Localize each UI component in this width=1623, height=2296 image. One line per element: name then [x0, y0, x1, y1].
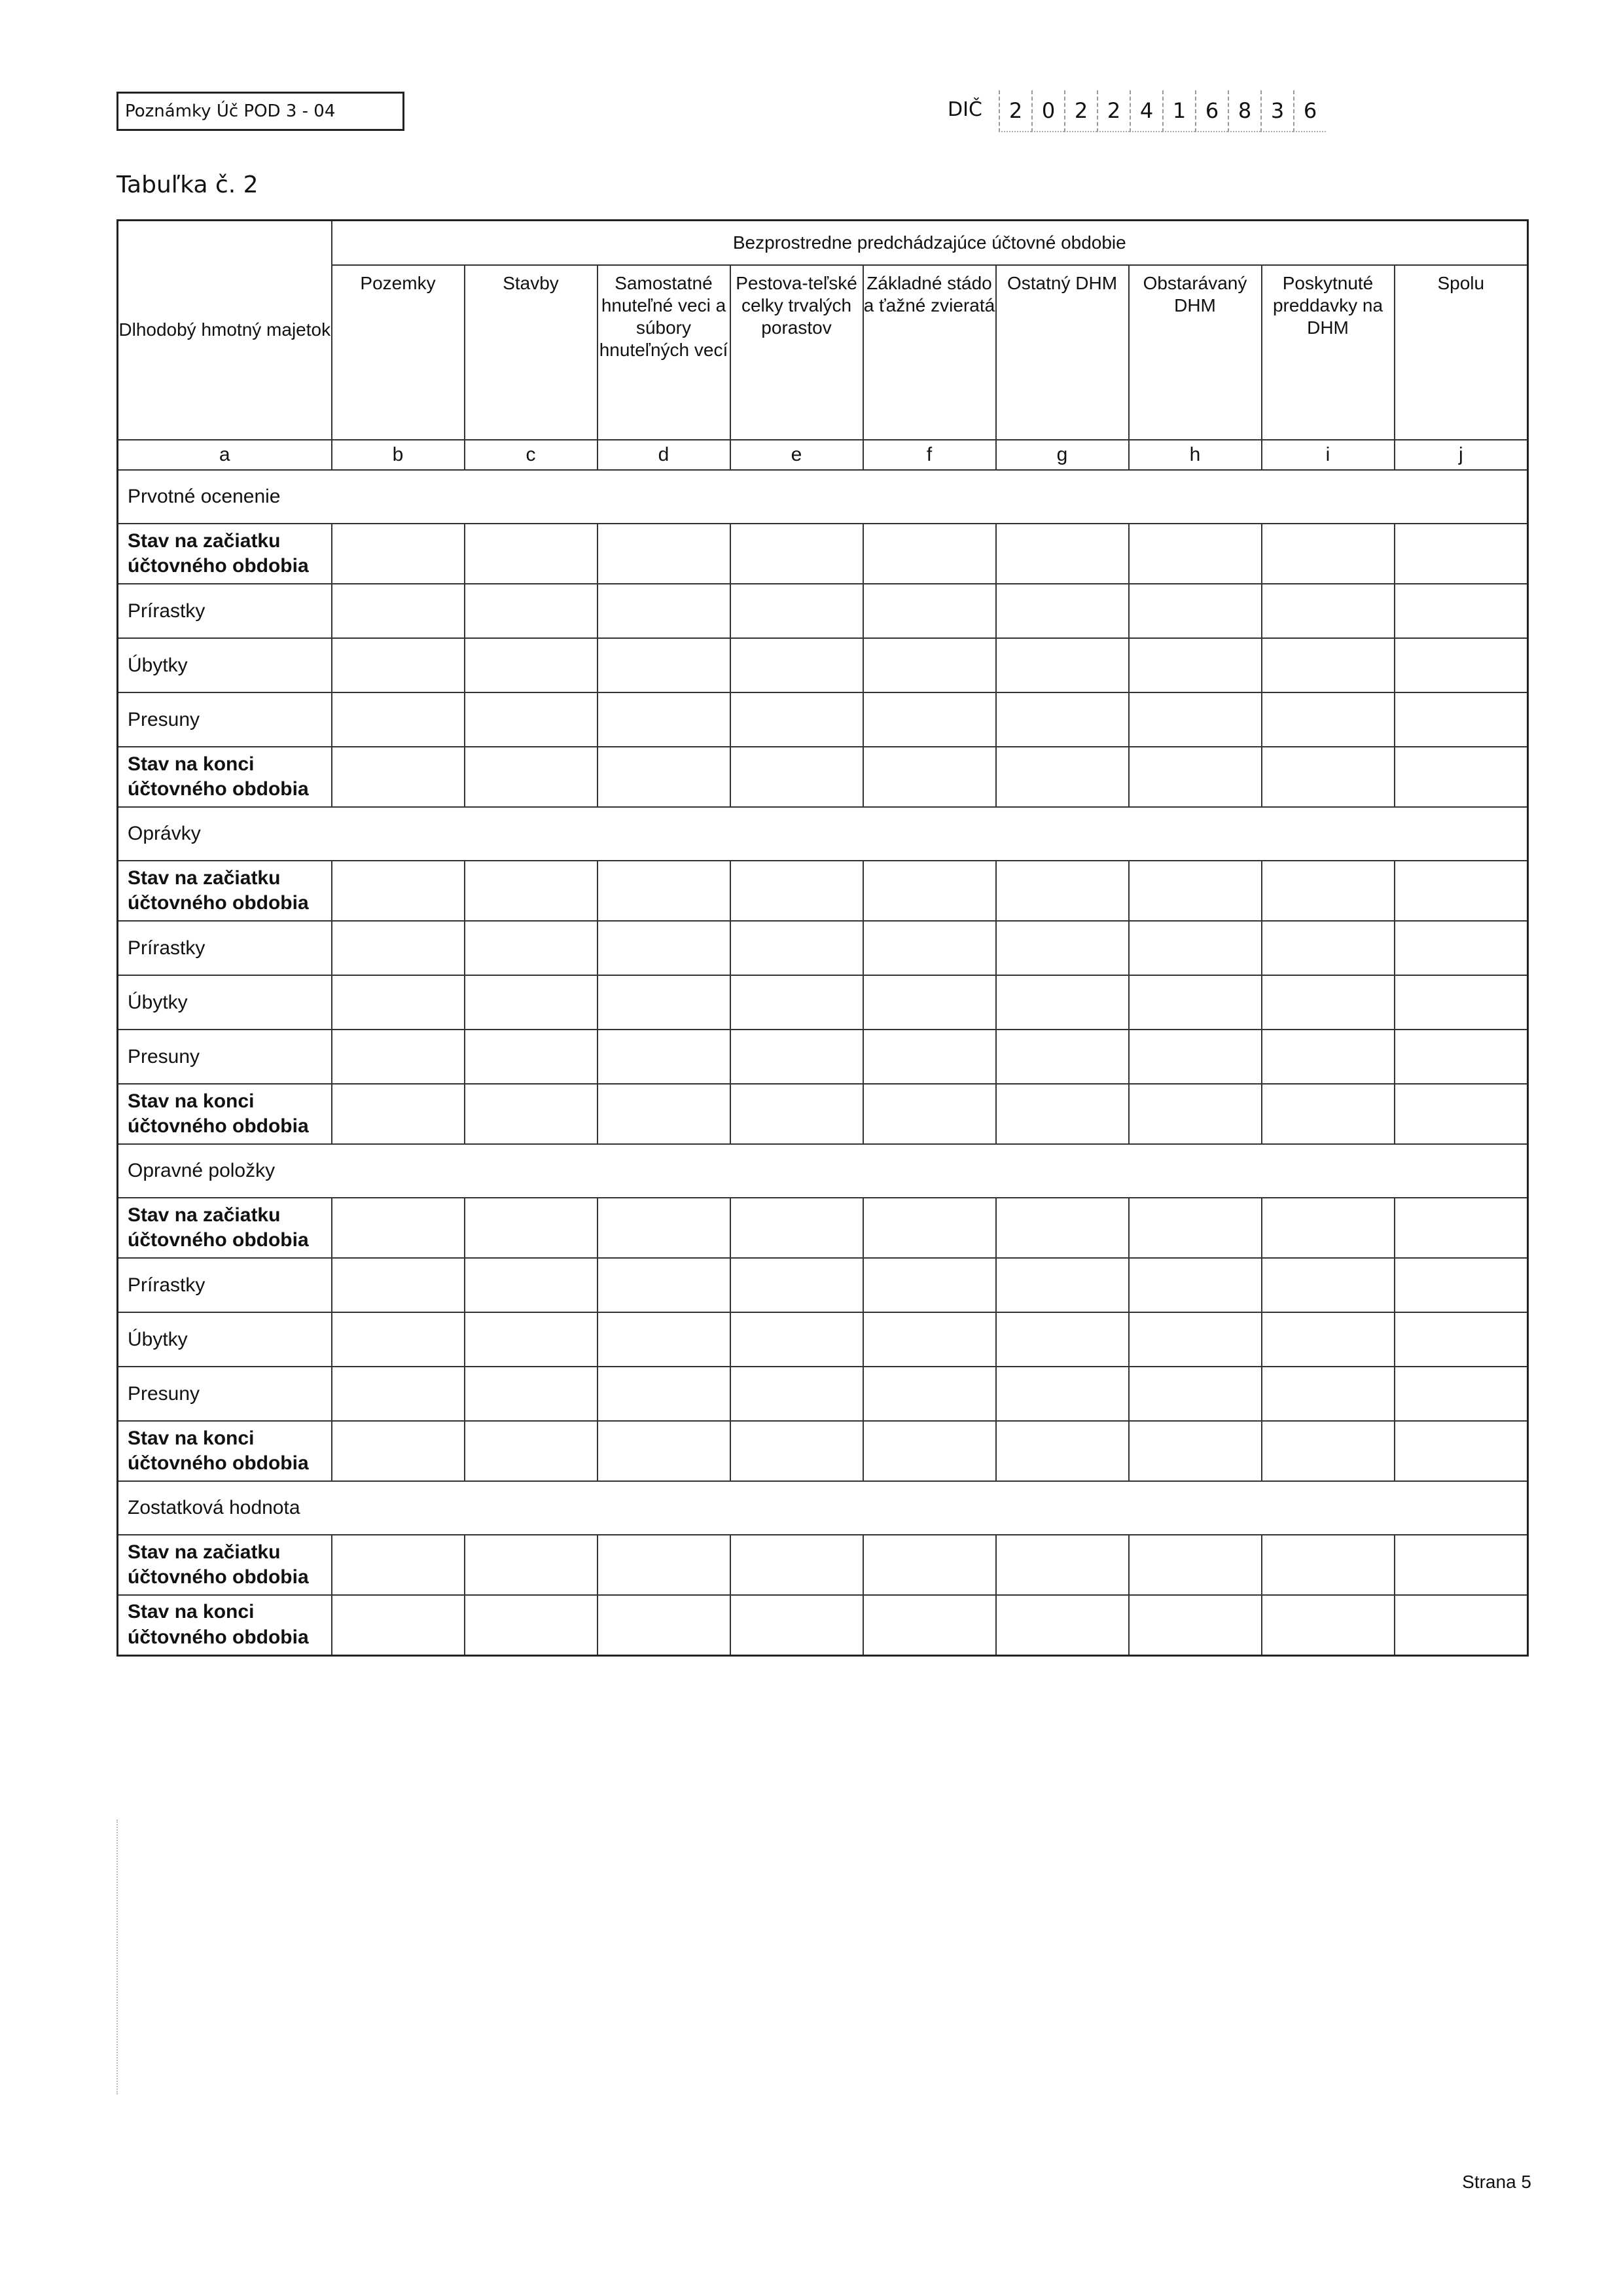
dic-digits: [999, 90, 1326, 132]
value-cell[interactable]: [1262, 1312, 1395, 1367]
value-cell[interactable]: [996, 1084, 1129, 1144]
value-cell[interactable]: [597, 524, 730, 584]
column-letter: d: [597, 440, 730, 470]
value-cell[interactable]: [863, 1595, 996, 1655]
value-cell[interactable]: [730, 1198, 863, 1258]
column-letter: g: [996, 440, 1129, 470]
value-cell[interactable]: [996, 1258, 1129, 1312]
value-cell[interactable]: [465, 1084, 597, 1144]
margin-dots: [116, 1820, 119, 2094]
value-cell[interactable]: [332, 638, 465, 692]
table-row: [118, 692, 1528, 747]
section-row: [118, 470, 1528, 524]
value-cell[interactable]: [996, 584, 1129, 638]
value-cell[interactable]: [1262, 638, 1395, 692]
value-cell[interactable]: [1395, 1084, 1528, 1144]
row-label: Stav na konci účtovného obdobia: [118, 747, 332, 807]
column-header: Ostatný DHM: [996, 265, 1129, 440]
value-cell[interactable]: [1129, 692, 1262, 747]
value-cell[interactable]: [465, 1421, 597, 1481]
row-label: Stav na začiatku účtovného obdobia: [118, 1198, 332, 1258]
value-cell[interactable]: [465, 1595, 597, 1655]
value-cell[interactable]: [863, 921, 996, 975]
value-cell[interactable]: [332, 1367, 465, 1421]
value-cell[interactable]: [465, 638, 597, 692]
table-row: [118, 1084, 1528, 1144]
section-title: Opravné položky: [118, 1144, 1528, 1198]
value-cell[interactable]: [1262, 921, 1395, 975]
value-cell[interactable]: [1129, 1367, 1262, 1421]
dic-digit: 2: [1064, 90, 1097, 132]
value-cell[interactable]: [465, 861, 597, 921]
value-cell[interactable]: [597, 1312, 730, 1367]
section-row: [118, 1481, 1528, 1535]
value-cell[interactable]: [863, 747, 996, 807]
section-title: Oprávky: [118, 807, 1528, 861]
value-cell[interactable]: [597, 975, 730, 1030]
column-header: Stavby: [465, 265, 597, 440]
table-row: [118, 1421, 1528, 1481]
row-label: Prírastky: [118, 921, 332, 975]
table-title: Tabuľka č. 2: [116, 171, 259, 198]
value-cell[interactable]: [1262, 747, 1395, 807]
value-cell[interactable]: [1129, 1595, 1262, 1655]
value-cell[interactable]: [332, 584, 465, 638]
value-cell[interactable]: [465, 1258, 597, 1312]
value-cell[interactable]: [1395, 692, 1528, 747]
value-cell[interactable]: [1262, 1030, 1395, 1084]
row-label: Stav na konci účtovného obdobia: [118, 1084, 332, 1144]
row-label: Úbytky: [118, 638, 332, 692]
value-cell[interactable]: [1395, 584, 1528, 638]
value-cell[interactable]: [465, 1367, 597, 1421]
value-cell[interactable]: [1129, 638, 1262, 692]
table-row: [118, 1367, 1528, 1421]
column-letter: f: [863, 440, 996, 470]
value-cell[interactable]: [465, 1312, 597, 1367]
value-cell[interactable]: [597, 747, 730, 807]
row-label: Presuny: [118, 692, 332, 747]
value-cell[interactable]: [730, 584, 863, 638]
section-row: [118, 807, 1528, 861]
value-cell[interactable]: [465, 524, 597, 584]
column-letter: j: [1395, 440, 1528, 470]
value-cell[interactable]: [597, 1367, 730, 1421]
asset-table: [116, 219, 1529, 1657]
page-number: Strana 5: [1462, 2172, 1531, 2192]
value-cell[interactable]: [1262, 1367, 1395, 1421]
value-cell[interactable]: [730, 747, 863, 807]
dic-label: DIČ: [948, 98, 982, 121]
value-cell[interactable]: [465, 1535, 597, 1595]
value-cell[interactable]: [465, 1030, 597, 1084]
value-cell[interactable]: [1262, 584, 1395, 638]
value-cell[interactable]: [1262, 1084, 1395, 1144]
table-row: [118, 1258, 1528, 1312]
value-cell[interactable]: [1129, 747, 1262, 807]
value-cell[interactable]: [1395, 1030, 1528, 1084]
value-cell[interactable]: [996, 524, 1129, 584]
value-cell[interactable]: [730, 921, 863, 975]
column-header: Pozemky: [332, 265, 465, 440]
value-cell[interactable]: [863, 1258, 996, 1312]
table-row: [118, 1312, 1528, 1367]
column-header: Spolu: [1395, 265, 1528, 440]
value-cell[interactable]: [730, 1367, 863, 1421]
value-cell[interactable]: [1395, 1595, 1528, 1655]
value-cell[interactable]: [1129, 975, 1262, 1030]
value-cell[interactable]: [1395, 1312, 1528, 1367]
value-cell[interactable]: [597, 1030, 730, 1084]
column-letter: e: [730, 440, 863, 470]
value-cell[interactable]: [863, 638, 996, 692]
value-cell[interactable]: [1262, 1198, 1395, 1258]
value-cell[interactable]: [597, 1198, 730, 1258]
value-cell[interactable]: [996, 1367, 1129, 1421]
value-cell[interactable]: [730, 1535, 863, 1595]
value-cell[interactable]: [863, 524, 996, 584]
dic-digit: 8: [1228, 90, 1260, 132]
value-cell[interactable]: [863, 1312, 996, 1367]
column-header: Základné stádo a ťažné zvieratá: [863, 265, 996, 440]
value-cell[interactable]: [1395, 638, 1528, 692]
value-cell[interactable]: [465, 584, 597, 638]
value-cell[interactable]: [1129, 1030, 1262, 1084]
dic-digit: 2: [1097, 90, 1130, 132]
value-cell[interactable]: [332, 1258, 465, 1312]
value-cell[interactable]: [465, 975, 597, 1030]
value-cell[interactable]: [597, 1258, 730, 1312]
value-cell[interactable]: [1129, 861, 1262, 921]
value-cell[interactable]: [597, 1595, 730, 1655]
value-cell[interactable]: [863, 1367, 996, 1421]
value-cell[interactable]: [1395, 1198, 1528, 1258]
row-label: Stav na konci účtovného obdobia: [118, 1595, 332, 1655]
column-letter: a: [118, 440, 332, 470]
value-cell[interactable]: [730, 524, 863, 584]
value-cell[interactable]: [597, 692, 730, 747]
value-cell[interactable]: [730, 1595, 863, 1655]
value-cell[interactable]: [996, 1535, 1129, 1595]
dic-digit: 4: [1130, 90, 1162, 132]
value-cell[interactable]: [1129, 1421, 1262, 1481]
table-row: [118, 921, 1528, 975]
value-cell[interactable]: [1129, 1258, 1262, 1312]
value-cell[interactable]: [863, 1421, 996, 1481]
value-cell[interactable]: [730, 1421, 863, 1481]
value-cell[interactable]: [1262, 1535, 1395, 1595]
value-cell[interactable]: [1262, 1421, 1395, 1481]
column-header: Samostatné hnuteľné veci a súbory hnuteľných vecí: [597, 265, 730, 440]
dic-digit: 3: [1260, 90, 1293, 132]
value-cell[interactable]: [996, 921, 1129, 975]
value-cell[interactable]: [863, 584, 996, 638]
value-cell[interactable]: [996, 692, 1129, 747]
value-cell[interactable]: [1395, 975, 1528, 1030]
corner-header: Dlhodobý hmotný majetok: [118, 221, 332, 440]
value-cell[interactable]: [332, 921, 465, 975]
form-code: Poznámky Úč POD 3 - 04: [125, 101, 336, 121]
value-cell[interactable]: [332, 975, 465, 1030]
value-cell[interactable]: [332, 524, 465, 584]
value-cell[interactable]: [996, 747, 1129, 807]
value-cell[interactable]: [1129, 1084, 1262, 1144]
value-cell[interactable]: [863, 1198, 996, 1258]
table-row: [118, 975, 1528, 1030]
value-cell[interactable]: [597, 861, 730, 921]
table-row: [118, 1595, 1528, 1655]
value-cell[interactable]: [996, 638, 1129, 692]
value-cell[interactable]: [1262, 1258, 1395, 1312]
value-cell[interactable]: [1129, 1535, 1262, 1595]
dic-digit: 0: [1031, 90, 1064, 132]
value-cell[interactable]: [996, 861, 1129, 921]
value-cell[interactable]: [863, 861, 996, 921]
value-cell[interactable]: [996, 1198, 1129, 1258]
column-header: Obstarávaný DHM: [1129, 265, 1262, 440]
row-label: Úbytky: [118, 975, 332, 1030]
value-cell[interactable]: [996, 1030, 1129, 1084]
dic-digit: 2: [999, 90, 1031, 132]
group-header: Bezprostredne predchádzajúce účtovné obdobie: [332, 221, 1528, 266]
value-cell[interactable]: [1395, 1367, 1528, 1421]
value-cell[interactable]: [863, 1030, 996, 1084]
value-cell[interactable]: [1395, 861, 1528, 921]
value-cell[interactable]: [1262, 524, 1395, 584]
table-row: [118, 524, 1528, 584]
table-row: [118, 1535, 1528, 1595]
value-cell[interactable]: [465, 692, 597, 747]
value-cell[interactable]: [996, 1595, 1129, 1655]
value-cell[interactable]: [730, 975, 863, 1030]
value-cell[interactable]: [465, 921, 597, 975]
value-cell[interactable]: [1262, 861, 1395, 921]
value-cell[interactable]: [863, 975, 996, 1030]
value-cell[interactable]: [1129, 1198, 1262, 1258]
value-cell[interactable]: [332, 1312, 465, 1367]
dic-digit: 1: [1162, 90, 1195, 132]
value-cell[interactable]: [730, 1258, 863, 1312]
column-header: Pestova-teľské celky trvalých porastov: [730, 265, 863, 440]
column-letter: b: [332, 440, 465, 470]
value-cell[interactable]: [332, 1535, 465, 1595]
value-cell[interactable]: [996, 975, 1129, 1030]
section-row: [118, 1144, 1528, 1198]
table-row: [118, 747, 1528, 807]
column-letter: h: [1129, 440, 1262, 470]
row-label: Úbytky: [118, 1312, 332, 1367]
value-cell[interactable]: [332, 692, 465, 747]
dic-digit: 6: [1195, 90, 1228, 132]
value-cell[interactable]: [1129, 921, 1262, 975]
value-cell[interactable]: [332, 1198, 465, 1258]
dic-digit: 6: [1293, 90, 1326, 132]
table-row: [118, 1030, 1528, 1084]
row-label: Presuny: [118, 1367, 332, 1421]
row-label: Prírastky: [118, 1258, 332, 1312]
table-row: [118, 1198, 1528, 1258]
column-letter: c: [465, 440, 597, 470]
value-cell[interactable]: [332, 1421, 465, 1481]
row-label: Stav na začiatku účtovného obdobia: [118, 524, 332, 584]
group-header-row: [118, 221, 1528, 266]
row-label: Stav na konci účtovného obdobia: [118, 1421, 332, 1481]
value-cell[interactable]: [996, 1421, 1129, 1481]
value-cell[interactable]: [332, 1084, 465, 1144]
section-title: Zostatková hodnota: [118, 1481, 1528, 1535]
value-cell[interactable]: [863, 692, 996, 747]
value-cell[interactable]: [465, 1198, 597, 1258]
value-cell[interactable]: [1129, 524, 1262, 584]
value-cell[interactable]: [1395, 1535, 1528, 1595]
value-cell[interactable]: [332, 861, 465, 921]
row-label: Prírastky: [118, 584, 332, 638]
value-cell[interactable]: [730, 1312, 863, 1367]
value-cell[interactable]: [1262, 692, 1395, 747]
column-header: Poskytnuté preddavky na DHM: [1262, 265, 1395, 440]
value-cell[interactable]: [1129, 1312, 1262, 1367]
value-cell[interactable]: [730, 692, 863, 747]
value-cell[interactable]: [597, 1421, 730, 1481]
value-cell[interactable]: [730, 861, 863, 921]
form-code-box: [116, 92, 404, 131]
value-cell[interactable]: [332, 1030, 465, 1084]
value-cell[interactable]: [597, 638, 730, 692]
value-cell[interactable]: [465, 747, 597, 807]
value-cell[interactable]: [996, 1312, 1129, 1367]
value-cell[interactable]: [597, 921, 730, 975]
value-cell[interactable]: [597, 1084, 730, 1144]
value-cell[interactable]: [863, 1084, 996, 1144]
row-label: Stav na začiatku účtovného obdobia: [118, 861, 332, 921]
value-cell[interactable]: [1262, 1595, 1395, 1655]
value-cell[interactable]: [332, 747, 465, 807]
row-label: Presuny: [118, 1030, 332, 1084]
value-cell[interactable]: [730, 638, 863, 692]
table-row: [118, 638, 1528, 692]
value-cell[interactable]: [1395, 921, 1528, 975]
value-cell[interactable]: [730, 1030, 863, 1084]
value-cell[interactable]: [1395, 747, 1528, 807]
table-row: [118, 584, 1528, 638]
value-cell[interactable]: [730, 1084, 863, 1144]
value-cell[interactable]: [1395, 524, 1528, 584]
letter-row: [118, 440, 1528, 470]
value-cell[interactable]: [1395, 1421, 1528, 1481]
value-cell[interactable]: [1262, 975, 1395, 1030]
section-title: Prvotné ocenenie: [118, 470, 1528, 524]
value-cell[interactable]: [597, 1535, 730, 1595]
column-letter: i: [1262, 440, 1395, 470]
value-cell[interactable]: [1129, 584, 1262, 638]
table-row: [118, 861, 1528, 921]
value-cell[interactable]: [332, 1595, 465, 1655]
value-cell[interactable]: [597, 584, 730, 638]
value-cell[interactable]: [863, 1535, 996, 1595]
row-label: Stav na začiatku účtovného obdobia: [118, 1535, 332, 1595]
value-cell[interactable]: [1395, 1258, 1528, 1312]
